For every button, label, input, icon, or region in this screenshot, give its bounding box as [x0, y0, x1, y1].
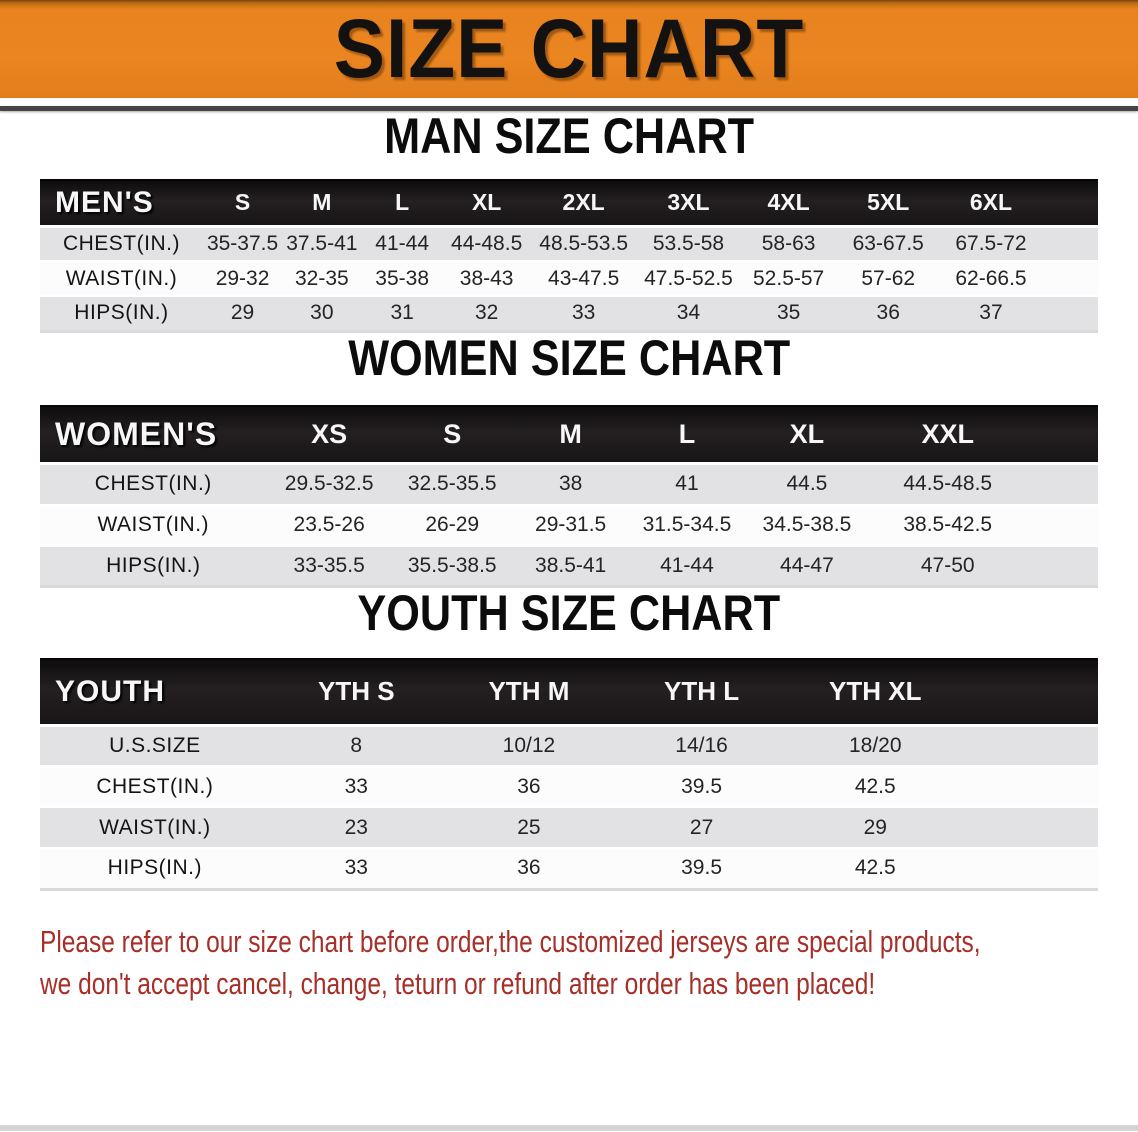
- row-label: WAIST(IN.): [40, 505, 267, 546]
- men-section-heading-text: MAN SIZE CHART: [384, 107, 754, 164]
- measurement-value: 33-35.5: [267, 546, 392, 587]
- measurement-row: [40, 546, 1098, 587]
- measurement-value: 14/16: [615, 725, 788, 766]
- measurement-value: 33: [270, 766, 443, 807]
- table-group-label: MEN'S: [40, 180, 203, 226]
- measurement-value: 62-66.5: [939, 261, 1042, 296]
- row-label: HIPS(IN.): [40, 296, 203, 331]
- table-group-label: YOUTH: [40, 659, 270, 725]
- spacer-cell: [962, 725, 1098, 766]
- bottom-strip: [0, 1125, 1138, 1131]
- spacer-column: [1043, 180, 1098, 226]
- measurement-value: 33: [530, 296, 636, 331]
- row-label: HIPS(IN.): [40, 546, 267, 587]
- disclaimer-line-1: Please refer to our size chart before order,the customized jerseys are special products,: [40, 923, 981, 959]
- measurement-value: 38.5-41: [513, 546, 629, 587]
- measurement-value: 52.5-57: [740, 261, 837, 296]
- measurement-value: 29-31.5: [513, 505, 629, 546]
- size-column-header: XL: [745, 406, 868, 464]
- measurement-value: 8: [270, 725, 443, 766]
- page-title: SIZE CHART: [333, 2, 805, 95]
- row-label: CHEST(IN.): [40, 226, 203, 261]
- spacer-cell: [962, 807, 1098, 848]
- measurement-value: 31: [361, 296, 442, 331]
- size-column-header: YTH XL: [788, 659, 962, 725]
- size-column-header: YTH M: [443, 659, 615, 725]
- measurement-value: 44.5: [745, 464, 868, 505]
- size-column-header: 3XL: [637, 180, 740, 226]
- men-size-section: [0, 107, 1138, 333]
- youth-section-heading: [0, 584, 1138, 641]
- spacer-cell: [1043, 226, 1098, 261]
- measurement-value: 35-37.5: [203, 226, 282, 261]
- measurement-value: 38-43: [443, 261, 531, 296]
- header-row: [40, 659, 1098, 725]
- measurement-row: [40, 848, 1098, 889]
- measurement-value: 36: [837, 296, 939, 331]
- size-column-header: XL: [443, 180, 531, 226]
- measurement-value: 10/12: [443, 725, 615, 766]
- women-section-heading: [0, 328, 1138, 386]
- row-label: WAIST(IN.): [40, 807, 270, 848]
- measurement-value: 39.5: [615, 848, 788, 889]
- measurement-value: 29: [788, 807, 962, 848]
- measurement-value: 44.5-48.5: [868, 464, 1027, 505]
- measurement-value: 37.5-41: [282, 226, 361, 261]
- measurement-value: 35: [740, 296, 837, 331]
- measurement-value: 29.5-32.5: [267, 464, 392, 505]
- women-size-table: [40, 405, 1098, 589]
- banner: [0, 0, 1138, 98]
- men-size-table: [40, 179, 1098, 333]
- measurement-value: 34.5-38.5: [745, 505, 868, 546]
- measurement-value: 42.5: [788, 766, 962, 807]
- measurement-value: 44-47: [745, 546, 868, 587]
- measurement-value: 30: [282, 296, 361, 331]
- row-label: HIPS(IN.): [40, 848, 270, 889]
- measurement-value: 57-62: [837, 261, 939, 296]
- spacer-cell: [1027, 546, 1098, 587]
- men-section-heading: [0, 107, 1138, 164]
- size-column-header: M: [282, 180, 361, 226]
- measurement-value: 36: [443, 766, 615, 807]
- measurement-value: 37: [939, 296, 1042, 331]
- women-section-heading-text: WOMEN SIZE CHART: [347, 328, 790, 386]
- size-column-header: M: [513, 406, 629, 464]
- measurement-value: 29-32: [203, 261, 282, 296]
- size-column-header: XS: [267, 406, 392, 464]
- measurement-value: 47-50: [868, 546, 1027, 587]
- row-label: CHEST(IN.): [40, 766, 270, 807]
- measurement-row: [40, 725, 1098, 766]
- size-column-header: S: [203, 180, 282, 226]
- disclaimer: [40, 921, 1138, 1005]
- measurement-value: 34: [637, 296, 740, 331]
- measurement-row: [40, 226, 1098, 261]
- measurement-value: 27: [615, 807, 788, 848]
- measurement-value: 33: [270, 848, 443, 889]
- measurement-value: 31.5-34.5: [629, 505, 746, 546]
- spacer-cell: [1043, 296, 1098, 331]
- spacer-cell: [962, 766, 1098, 807]
- header-row: [40, 180, 1098, 226]
- row-label: U.S.SIZE: [40, 725, 270, 766]
- measurement-value: 58-63: [740, 226, 837, 261]
- measurement-value: 41-44: [361, 226, 442, 261]
- measurement-row: [40, 807, 1098, 848]
- measurement-row: [40, 464, 1098, 505]
- measurement-value: 35.5-38.5: [392, 546, 513, 587]
- measurement-row: [40, 296, 1098, 331]
- youth-section-heading-text: YOUTH SIZE CHART: [357, 584, 781, 641]
- table-group-label: WOMEN'S: [40, 406, 267, 464]
- size-column-header: L: [361, 180, 442, 226]
- size-column-header: YTH L: [615, 659, 788, 725]
- measurement-row: [40, 261, 1098, 296]
- women-size-section: [0, 328, 1138, 589]
- measurement-row: [40, 505, 1098, 546]
- measurement-value: 38: [513, 464, 629, 505]
- spacer-column: [962, 659, 1098, 725]
- measurement-value: 36: [443, 848, 615, 889]
- row-label: WAIST(IN.): [40, 261, 203, 296]
- row-label: CHEST(IN.): [40, 464, 267, 505]
- spacer-cell: [1043, 261, 1098, 296]
- spacer-cell: [1027, 464, 1098, 505]
- size-column-header: 2XL: [530, 180, 636, 226]
- measurement-value: 53.5-58: [637, 226, 740, 261]
- measurement-value: 41: [629, 464, 746, 505]
- measurement-value: 32-35: [282, 261, 361, 296]
- measurement-value: 39.5: [615, 766, 788, 807]
- size-column-header: 5XL: [837, 180, 939, 226]
- measurement-value: 32: [443, 296, 531, 331]
- measurement-row: [40, 766, 1098, 807]
- measurement-value: 63-67.5: [837, 226, 939, 261]
- size-column-header: 6XL: [939, 180, 1042, 226]
- size-column-header: 4XL: [740, 180, 837, 226]
- disclaimer-line-2: we don't accept cancel, change, teturn or refund after order has been placed!: [40, 965, 876, 1001]
- spacer-cell: [1027, 505, 1098, 546]
- measurement-value: 48.5-53.5: [530, 226, 636, 261]
- measurement-value: 47.5-52.5: [637, 261, 740, 296]
- header-row: [40, 406, 1098, 464]
- youth-size-table: [40, 658, 1098, 891]
- measurement-value: 23.5-26: [267, 505, 392, 546]
- measurement-value: 25: [443, 807, 615, 848]
- measurement-value: 29: [203, 296, 282, 331]
- spacer-cell: [962, 848, 1098, 889]
- youth-size-section: [0, 584, 1138, 891]
- size-column-header: XXL: [868, 406, 1027, 464]
- measurement-value: 41-44: [629, 546, 746, 587]
- measurement-value: 18/20: [788, 725, 962, 766]
- size-column-header: S: [392, 406, 513, 464]
- spacer-column: [1027, 406, 1098, 464]
- measurement-value: 38.5-42.5: [868, 505, 1027, 546]
- measurement-value: 42.5: [788, 848, 962, 889]
- measurement-value: 23: [270, 807, 443, 848]
- measurement-value: 43-47.5: [530, 261, 636, 296]
- measurement-value: 32.5-35.5: [392, 464, 513, 505]
- size-column-header: YTH S: [270, 659, 443, 725]
- measurement-value: 44-48.5: [443, 226, 531, 261]
- size-column-header: L: [629, 406, 746, 464]
- measurement-value: 26-29: [392, 505, 513, 546]
- measurement-value: 35-38: [361, 261, 442, 296]
- measurement-value: 67.5-72: [939, 226, 1042, 261]
